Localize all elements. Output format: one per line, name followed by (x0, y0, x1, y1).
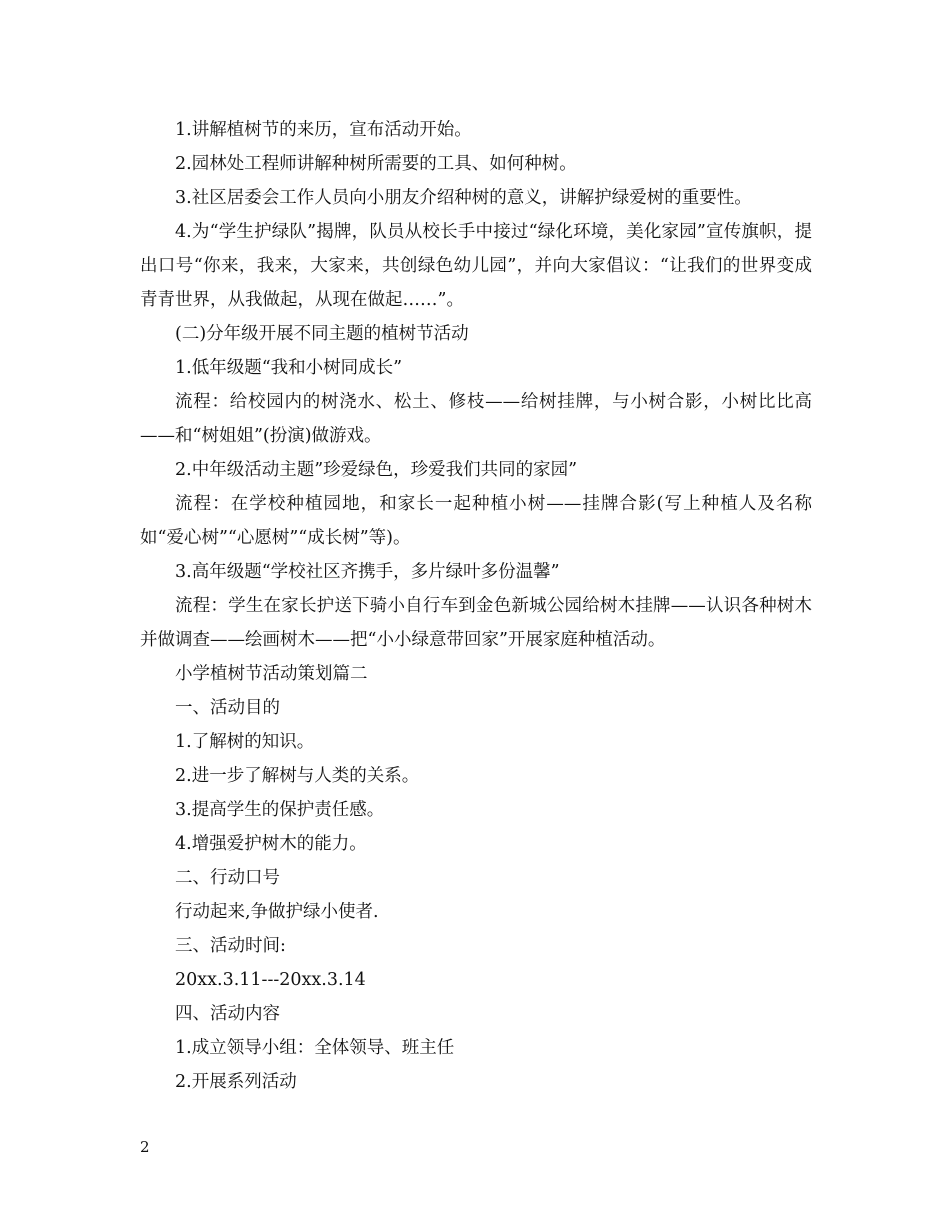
section-heading: 四、活动内容 (175, 1004, 280, 1024)
section-heading: 一、活动目的 (175, 698, 280, 718)
page-number: 2 (140, 1138, 150, 1156)
paragraph: 流程：给校园内的树浇水、松土、修枝——给树挂牌，与小树合影，小树比比高——和“树姐姐”(扮演)做游戏。 (140, 392, 812, 446)
section-title: 小学植树节活动策划篇二 (175, 664, 368, 684)
paragraph: 1.了解树的知识。 (175, 732, 315, 752)
paragraph: 4.增强爱护树木的能力。 (175, 834, 367, 854)
section-heading: 三、活动时间: (175, 936, 286, 956)
paragraph: 2.进一步了解树与人类的关系。 (175, 766, 420, 786)
paragraph: 2.中年级活动主题”珍爱绿色，珍爱我们共同的家园” (175, 460, 578, 480)
paragraph: 2.园林处工程师讲解种树所需要的工具、如何种树。 (175, 154, 577, 174)
paragraph: 流程：在学校种植园地，和家长一起种植小树——挂牌合影(写上种植人及名称如“爱心树”“心愿树”“成长树”等)。 (140, 494, 812, 548)
paragraph: 流程：学生在家长护送下骑小自行车到金色新城公园给树木挂牌——认识各种树木并做调查——绘画树木——把“小小绿意带回家”开展家庭种植活动。 (140, 596, 812, 650)
paragraph: 20xx.3.11---20xx.3.14 (175, 970, 366, 990)
paragraph: 1.低年级题“我和小树同成长” (175, 358, 403, 378)
paragraph: 行动起来,争做护绿小使者. (175, 902, 379, 922)
paragraph: 3.高年级题“学校社区齐携手，多片绿叶多份温馨” (175, 562, 560, 582)
section-heading: 二、行动口号 (175, 868, 280, 888)
section-heading: (二)分年级开展不同主题的植树节活动 (175, 324, 469, 344)
document-body (140, 113, 812, 1099)
paragraph: 1.成立领导小组：全体领导、班主任 (175, 1038, 455, 1058)
paragraph: 2.开展系列活动 (175, 1072, 297, 1092)
paragraph: 3.社区居委会工作人员向小朋友介绍种树的意义，讲解护绿爱树的重要性。 (175, 188, 752, 208)
paragraph: 4.为“学生护绿队”揭牌，队员从校长手中接过“绿化环境，美化家园”宣传旗帜，提出口号“你来，我来，大家来，共创绿色幼儿园”，并向大家倡议：“让我们的世界变成青青世界，从我做起，从现在做起……”。 (140, 222, 812, 310)
paragraph: 3.提高学生的保护责任感。 (175, 800, 385, 820)
paragraph: 1.讲解植树节的来历，宣布活动开始。 (175, 120, 472, 140)
